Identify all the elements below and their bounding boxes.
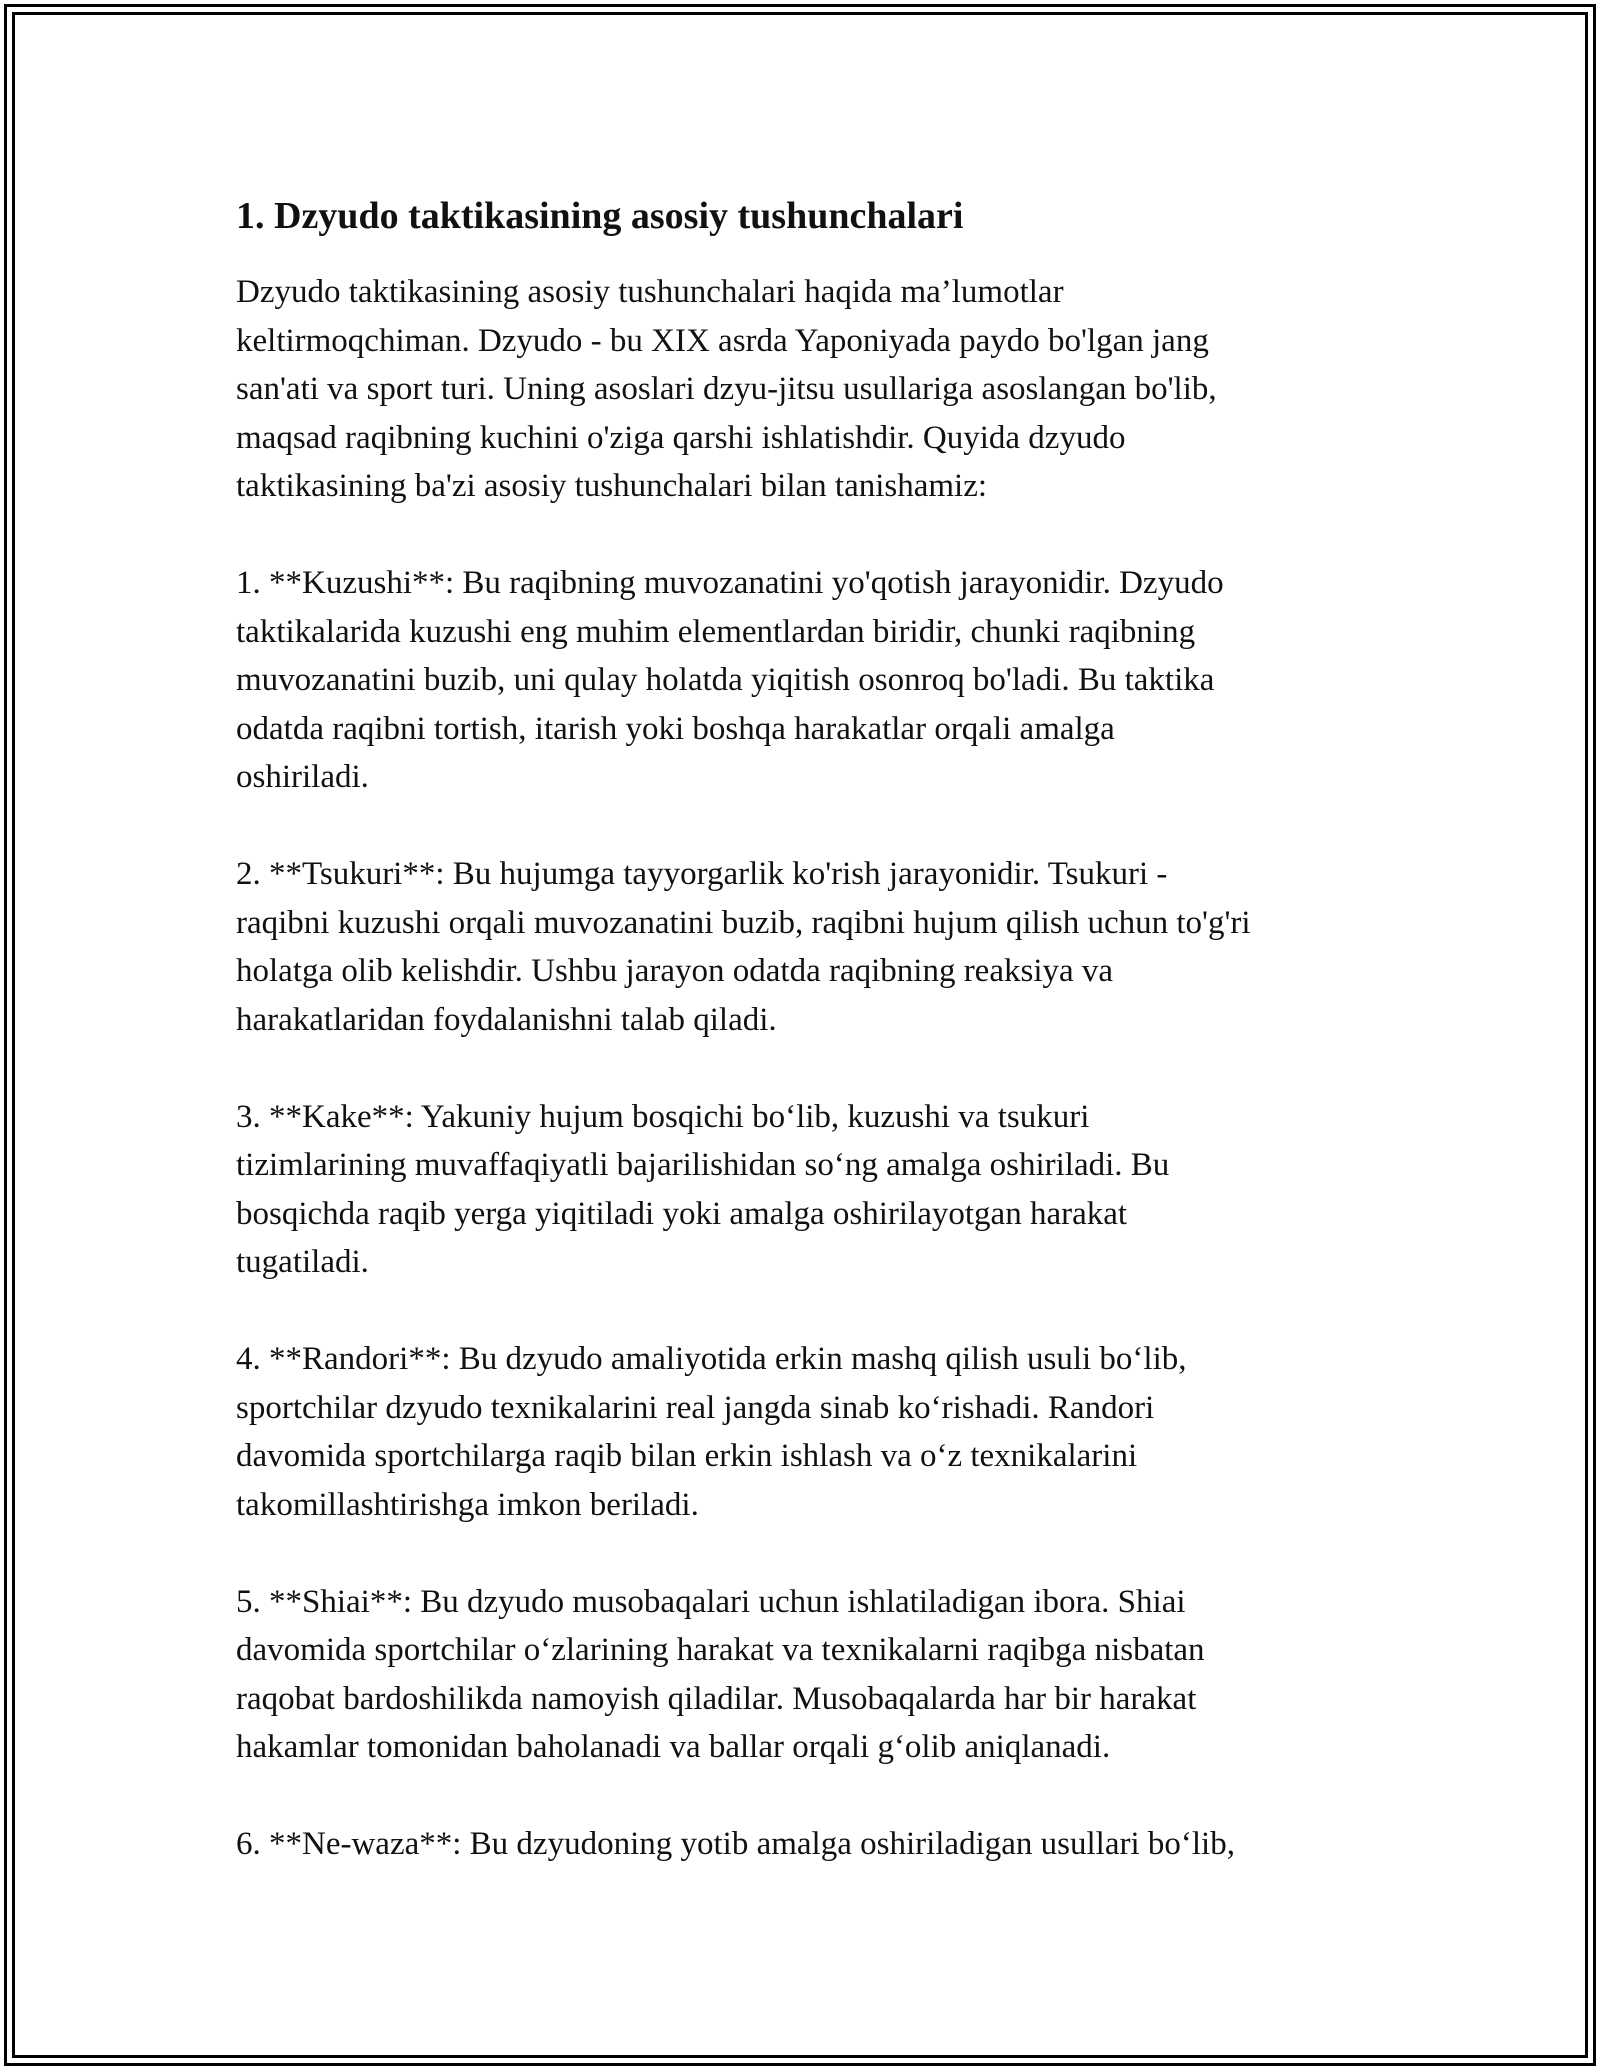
list-item-shiai: 5. **Shiai**: Bu dzyudo musobaqalari uchun ishlatiladigan ibora. Shiai davomida sportchilar o‘zlarining harakat va texnikalarni raqibga nisbatan raqobat bardoshilikda namoyish qiladilar. Musobaqalarda har bir harakat hakamlar tomonidan baholanadi va ballar orqali g‘olib aniqlanadi. — [236, 1583, 1205, 1765]
section-heading: 1. Dzyudo taktikasining asosiy tushunchalari — [236, 195, 964, 237]
list-item-ne-waza: 6. **Ne-waza**: Bu dzyudoning yotib amalga oshiriladigan usullari bo‘lib, — [236, 1826, 1235, 1862]
intro-paragraph: Dzyudo taktikasining asosiy tushunchalari haqida ma’lumotlar keltirmoqchiman. Dzyudo - bu XIX asrda Yaponiyada paydo bo'lgan jang san'ati va sport turi. Uning asoslari dzyu-jitsu usullariga asoslangan bo'lib, maqsad raqibning kuchini o'ziga qarshi ishlatishdir. Quyida dzyudo taktikasining ba'zi asosiy tushunchalari bilan tanishamiz: — [236, 274, 1217, 504]
list-item-randori: 4. **Randori**: Bu dzyudo amaliyotida erkin mashq qilish usuli bo‘lib, sportchilar dzyudo texnikalarini real jangda sinab ko‘rishadi. Randori davomida sportchilarga raqib bilan erkin ishlash va o‘z texnikalarini takomillashtirishga imkon beriladi. — [236, 1341, 1187, 1523]
list-item-tsukuri: 2. **Tsukuri**: Bu hujumga tayyorgarlik ko'rish jarayonidir. Tsukuri - raqibni kuzushi orqali muvozanatini buzib, raqibni hujum qilish uchun to'g'ri holatga olib kelishdir. Ushbu jarayon odatda raqibning reaksiya va harakatlaridan foydalanishni talab qiladi. — [236, 856, 1251, 1038]
document-body — [236, 180, 1416, 1869]
list-item-kuzushi: 1. **Kuzushi**: Bu raqibning muvozanatini yo'qotish jarayonidir. Dzyudo taktikalarida kuzushi eng muhim elementlardan biridir, chunki raqibning muvozanatini buzib, uni qulay holatda yiqitish osonroq bo'ladi. Bu taktika odatda raqibni tortish, itarish yoki boshqa harakatlar orqali amalga oshiriladi. — [236, 565, 1224, 795]
list-item-kake: 3. **Kake**: Yakuniy hujum bosqichi bo‘lib, kuzushi va tsukuri tizimlarining muvaffaqiyatli bajarilishidan so‘ng amalga oshiriladi. Bu bosqichda raqib yerga yiqitiladi yoki amalga oshirilayotgan harakat tugatiladi. — [236, 1098, 1170, 1280]
